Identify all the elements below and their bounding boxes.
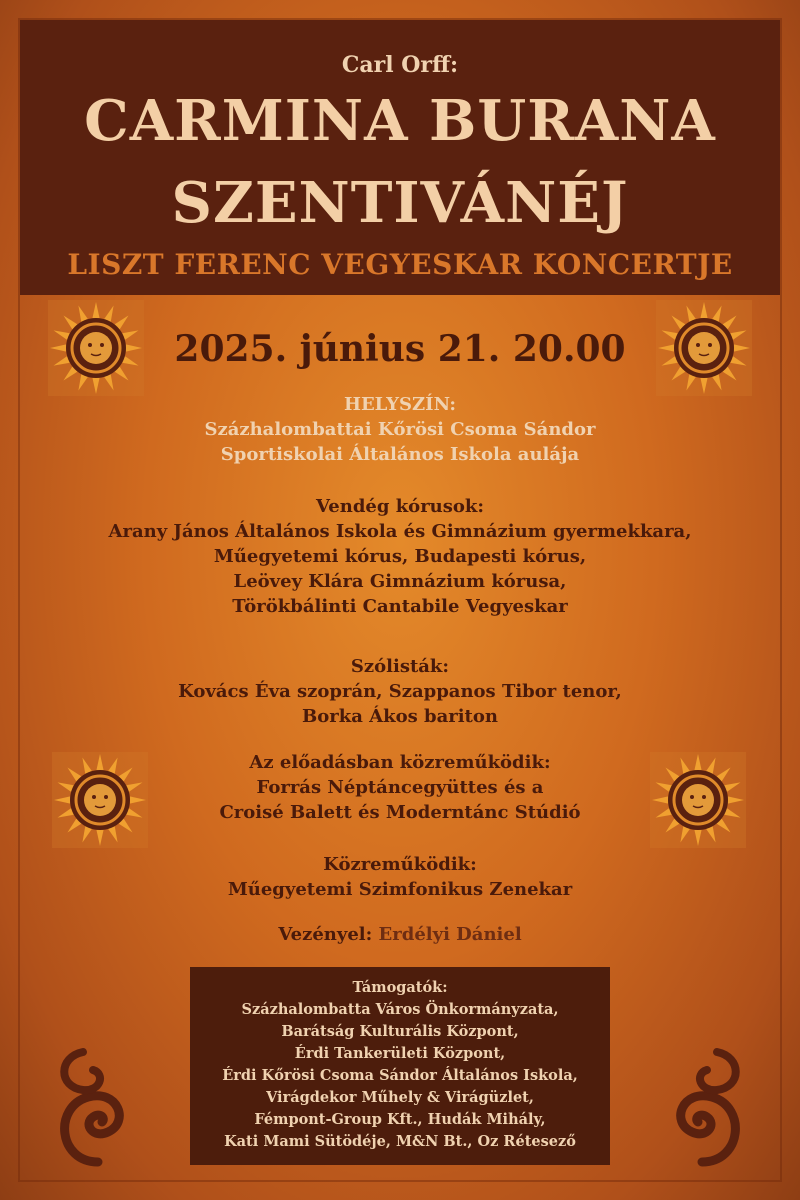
supporter-line: Érdi Kőrösi Csoma Sándor Általános Iskola, — [222, 1067, 578, 1084]
guest-choir-line: Törökbálinti Cantabile Vegyeskar — [232, 596, 568, 617]
title-line-1: CARMINA BURANA — [84, 88, 716, 154]
orchestra-line: Műegyetemi Szimfonikus Zenekar — [227, 879, 573, 900]
venue-line: Százhalombattai Kőrösi Csoma Sándor — [204, 419, 596, 440]
spiral-flourish-icon — [38, 1012, 168, 1172]
supporter-line: Fémpont-Group Kft., Hudák Mihály, — [254, 1111, 546, 1128]
conductor-label: Vezényel: — [278, 924, 373, 945]
venue-heading: HELYSZÍN: — [343, 394, 457, 415]
supporter-line: Virágdekor Műhely & Virágüzlet, — [266, 1089, 534, 1106]
guest-choir-line: Leövey Klára Gimnázium kórusa, — [233, 571, 567, 592]
performers-heading: Az előadásban közreműködik: — [249, 752, 551, 773]
spiral-flourish-icon — [632, 1012, 762, 1172]
supporters-heading: Támogatók: — [352, 979, 448, 996]
performer-line: Forrás Néptáncegyüttes és a — [256, 777, 544, 798]
guest-choir-line: Műegyetemi kórus, Budapesti kórus, — [213, 546, 587, 567]
venue-line: Sportiskolai Általános Iskola aulája — [220, 444, 580, 465]
soloist-line: Kovács Éva szoprán, Szappanos Tibor tenor, — [178, 681, 622, 702]
composer: Carl Orff: — [341, 52, 459, 78]
conductor-name: Erdélyi Dániel — [378, 924, 522, 945]
soloist-line: Borka Ákos bariton — [302, 706, 498, 727]
supporter-line: Százhalombatta Város Önkormányzata, — [241, 1001, 559, 1018]
guest-choirs-heading: Vendég kórusok: — [315, 496, 485, 517]
supporter-line: Érdi Tankerületi Központ, — [294, 1045, 506, 1062]
guest-choir-line: Arany János Általános Iskola és Gimnázium gyermekkara, — [108, 521, 692, 542]
conductor-block — [0, 922, 800, 947]
guest-choirs-block — [0, 494, 800, 619]
supporter-line: Kati Mami Sütödéje, M&N Bt., Oz Rétesező — [224, 1133, 576, 1150]
soloists-heading: Szólisták: — [350, 656, 450, 677]
supporter-line: Barátság Kulturális Központ, — [281, 1023, 519, 1040]
title-line-2: SZENTIVÁNÉJ — [171, 170, 629, 236]
orchestra-block — [0, 852, 800, 902]
performers-block — [0, 750, 800, 825]
performer-line: Croisé Balett és Moderntánc Stúdió — [219, 802, 581, 823]
event-date: 2025. június 21. 20.00 — [174, 328, 626, 370]
soloists-block — [0, 654, 800, 729]
venue-block — [0, 392, 800, 467]
subtitle: LISZT FERENC VEGYESKAR KONCERTJE — [67, 248, 733, 281]
supporters-box — [190, 967, 610, 1165]
orchestra-heading: Közreműködik: — [323, 854, 477, 875]
